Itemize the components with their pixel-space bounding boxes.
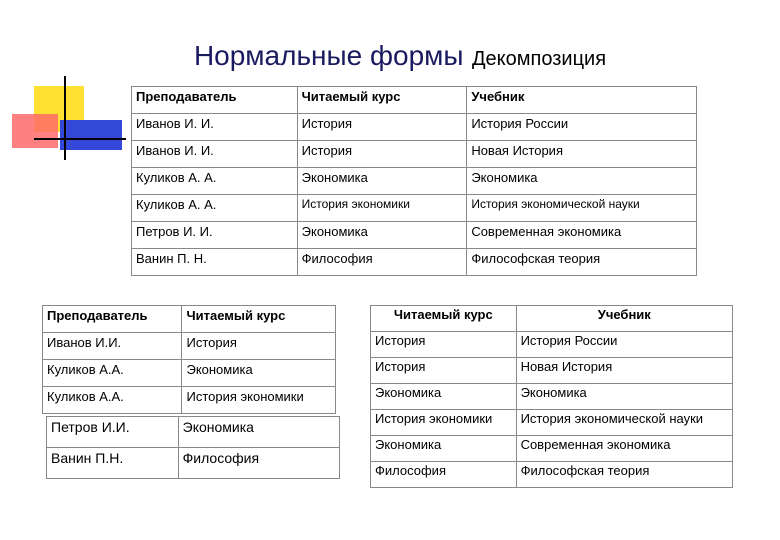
cell: Философия — [178, 448, 339, 479]
cell: Экономика — [297, 168, 467, 195]
table-row — [132, 222, 697, 249]
cell: Современная экономика — [467, 222, 697, 249]
cell: Философия — [371, 462, 517, 488]
table-header-row — [43, 306, 336, 333]
header-cell: Учебник — [467, 87, 697, 114]
cell: Экономика — [297, 222, 467, 249]
decor-blue-square — [60, 120, 122, 150]
cell: История — [371, 358, 517, 384]
cell: История — [297, 141, 467, 168]
cell: Новая История — [516, 358, 732, 384]
title-sub: Декомпозиция — [472, 48, 607, 70]
header-cell: Учебник — [516, 306, 732, 332]
cell: Современная экономика — [516, 436, 732, 462]
cell: Иванов И.И. — [43, 333, 182, 360]
table-row — [371, 358, 733, 384]
table-row — [371, 462, 733, 488]
decor-horizontal-line — [34, 138, 126, 140]
table-row — [132, 195, 697, 222]
header-cell: Преподаватель — [132, 87, 298, 114]
cell: Ванин П. Н. — [132, 249, 298, 276]
cell: Экономика — [371, 384, 517, 410]
cell: История России — [516, 332, 732, 358]
cell: История экономики — [297, 195, 467, 222]
cell: Куликов А.А. — [43, 387, 182, 414]
cell: Экономика — [516, 384, 732, 410]
table-row — [132, 141, 697, 168]
cell: Иванов И. И. — [132, 141, 298, 168]
cell: История экономики — [182, 387, 336, 414]
table-row — [371, 436, 733, 462]
table-row — [132, 114, 697, 141]
cell: История — [371, 332, 517, 358]
cell: Экономика — [178, 417, 339, 448]
cell: Ванин П.Н. — [47, 448, 179, 479]
cell: История экономической науки — [516, 410, 732, 436]
cell: История России — [467, 114, 697, 141]
page-title — [0, 40, 780, 72]
table-row — [132, 168, 697, 195]
cell: Иванов И. И. — [132, 114, 298, 141]
table-row — [47, 448, 340, 479]
cell: Куликов А.А. — [43, 360, 182, 387]
table-row — [371, 332, 733, 358]
cell: Петров И.И. — [47, 417, 179, 448]
table-teacher-course-continued — [46, 416, 340, 479]
cell: Экономика — [467, 168, 697, 195]
cell: Куликов А. А. — [132, 168, 298, 195]
cell: Экономика — [182, 360, 336, 387]
table-row — [47, 417, 340, 448]
table-course-textbook — [370, 305, 733, 488]
table-header-row — [132, 87, 697, 114]
table-row — [43, 333, 336, 360]
cell: История — [297, 114, 467, 141]
table-row — [371, 384, 733, 410]
cell: Новая История — [467, 141, 697, 168]
table-original — [131, 86, 697, 276]
cell: Куликов А. А. — [132, 195, 298, 222]
table-row — [132, 249, 697, 276]
cell: История экономики — [371, 410, 517, 436]
cell: Философия — [297, 249, 467, 276]
title-main: Нормальные формы — [193, 40, 464, 71]
header-cell: Читаемый курс — [182, 306, 336, 333]
decor-red-square — [12, 114, 58, 148]
cell: История — [182, 333, 336, 360]
table-teacher-course — [42, 305, 336, 414]
cell: Экономика — [371, 436, 517, 462]
table-row — [43, 387, 336, 414]
header-cell: Читаемый курс — [371, 306, 517, 332]
decor-vertical-line — [64, 76, 66, 160]
cell: Петров И. И. — [132, 222, 298, 249]
cell: История экономической науки — [467, 195, 697, 222]
cell: Философская теория — [467, 249, 697, 276]
table-row — [43, 360, 336, 387]
cell: Философская теория — [516, 462, 732, 488]
header-cell: Читаемый курс — [297, 87, 467, 114]
header-cell: Преподаватель — [43, 306, 182, 333]
table-row — [371, 410, 733, 436]
table-header-row — [371, 306, 733, 332]
